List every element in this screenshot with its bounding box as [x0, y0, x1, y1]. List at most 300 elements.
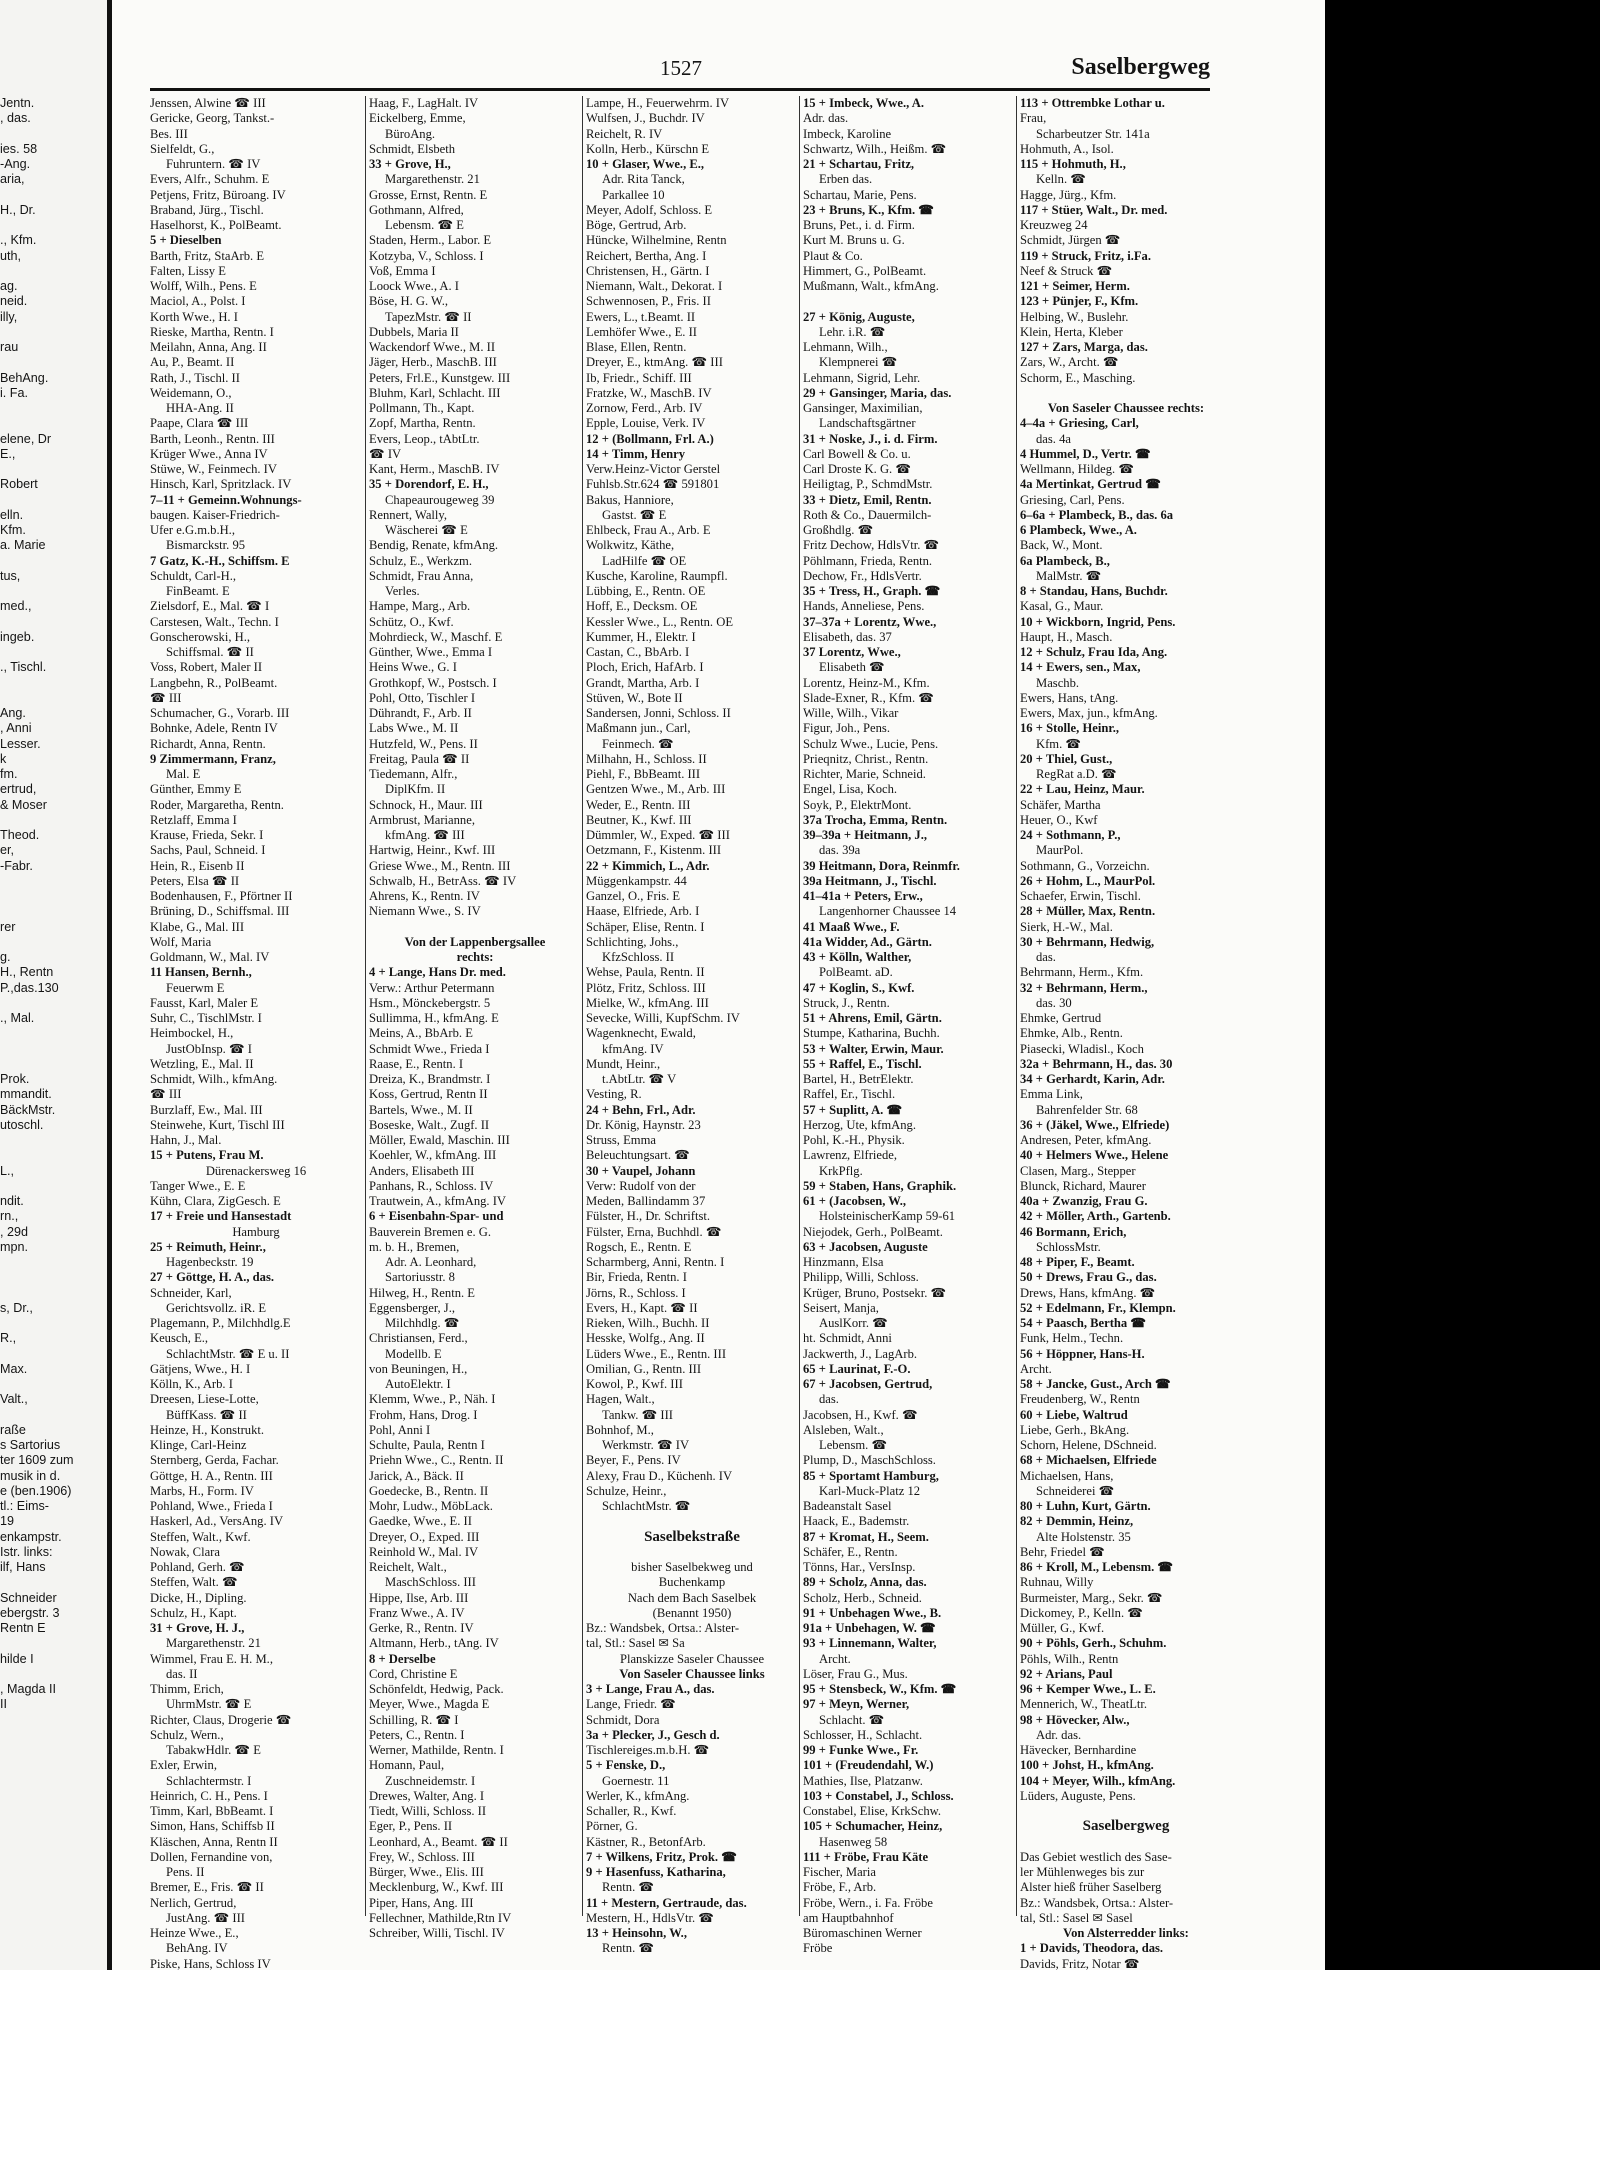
directory-line: Schäper, Elise, Rentn. I	[586, 919, 705, 934]
directory-line: Gothmann, Alfred,	[369, 202, 464, 217]
directory-line: 37a Trocha, Emma, Rentn.	[803, 812, 948, 827]
directory-line: SchlachtMstr. ☎ E u. II	[166, 1346, 290, 1361]
directory-line: Haase, Elfriede, Arb. I	[586, 904, 700, 919]
directory-line: 56 + Höppner, Hans-H.	[1020, 1346, 1145, 1361]
directory-line: Hohmuth, A., Isol.	[1020, 141, 1114, 156]
directory-line: 117 + Stüer, Walt., Dr. med.	[1020, 202, 1168, 217]
directory-line: 30 + Behrmann, Hedwig,	[1020, 934, 1155, 949]
directory-line: 24 + Behn, Frl., Adr.	[586, 1102, 696, 1117]
directory-line: Piske, Hans, Schloss IV	[150, 1956, 271, 1971]
directory-line: Mennerich, W., TheatLtr.	[1020, 1697, 1148, 1712]
directory-line: Jarick, A., Bäck. II	[369, 1468, 464, 1483]
previous-page-fragment	[0, 1057, 100, 1072]
directory-line: 5 + Dieselben	[150, 233, 222, 248]
directory-line: Mielke, W., kfmAng. III	[586, 995, 709, 1010]
directory-line: Bohnhof, M.,	[586, 1422, 654, 1437]
directory-line: Verw.Heinz-Victor Gerstel	[586, 462, 721, 476]
directory-line: Saselbekstraße	[644, 1528, 740, 1545]
directory-line: Blunck, Richard, Maurer	[1020, 1178, 1146, 1193]
directory-line: Dubbels, Maria II	[369, 324, 459, 339]
directory-line: Struck, J., Rentn.	[803, 995, 890, 1010]
previous-page-fragment: s, Dr.,	[0, 1300, 33, 1315]
directory-line: Niemann, Walt., Dekorat. I	[586, 279, 723, 293]
directory-line: Bir, Frieda, Rentn. I	[586, 1270, 687, 1285]
directory-line: Meyer, Adolf, Schloss. E	[586, 202, 713, 217]
directory-line: Bartel, H., BetrElektr.	[803, 1072, 914, 1086]
previous-page-fragment	[0, 691, 100, 706]
directory-line: Alster hieß früher Saselberg	[1020, 1880, 1162, 1895]
directory-line: Nowak, Clara	[150, 1544, 220, 1559]
directory-line: 39 Heitmann, Dora, Reinmfr.	[803, 858, 960, 873]
directory-line: Sierk, H.-W., Mal.	[1020, 919, 1113, 934]
column-3	[586, 96, 798, 1956]
directory-line: 29 + Gansinger, Maria, das.	[803, 385, 952, 400]
directory-line: 7–11 + Gemeinn.Wohnungs-	[150, 492, 302, 507]
binding-gutter	[107, 0, 112, 1970]
directory-line: Müggenkampstr. 44	[586, 873, 687, 888]
directory-line: Hagge, Jürg., Kfm.	[1020, 187, 1117, 202]
directory-line: Brüning, D., Schiffsmal. III	[150, 904, 290, 919]
directory-line: Sartoriusstr. 8	[385, 1270, 455, 1285]
directory-line: BehAng. IV	[166, 1941, 228, 1956]
directory-line: Hutzfeld, W., Pens. II	[369, 736, 478, 751]
previous-page-fragment	[0, 874, 100, 889]
header-rule	[150, 88, 1210, 91]
directory-line: Grandt, Martha, Arb. I	[586, 675, 700, 690]
directory-line: Von der Lappenbergsallee	[404, 934, 546, 949]
previous-page-fragment: med.,	[0, 599, 32, 614]
directory-line: Klemm, Wwe., P., Näh. I	[369, 1392, 496, 1407]
directory-line: Behrmann, Herm., Kfm.	[1020, 965, 1144, 980]
directory-line: Peters, Frl.E., Kunstgew. III	[369, 370, 511, 385]
directory-line: Hippe, Ilse, Arb. III	[369, 1590, 469, 1605]
directory-line: Blase, Ellen, Rentn.	[586, 340, 687, 354]
directory-line: Schiffsmal. ☎ II	[166, 645, 254, 659]
directory-line: Hinsch, Karl, Spritzlack. IV	[150, 477, 292, 492]
directory-line: Herzog, Ute, kfmAng.	[803, 1117, 916, 1132]
directory-line: Müller, G., Kwf.	[1020, 1621, 1105, 1635]
directory-line: Richter, Marie, Schneid.	[803, 767, 926, 781]
directory-line: HolsteinischerKamp 59-61	[819, 1209, 956, 1224]
directory-line: 27 + Göttge, H. A., das.	[150, 1270, 275, 1285]
directory-line: Tanger Wwe., E. E	[150, 1178, 246, 1193]
directory-line: 91 + Unbehagen Wwe., B.	[803, 1605, 942, 1620]
directory-line: 12 + (Bollmann, Frl. A.)	[586, 431, 714, 446]
previous-page-fragment: Jentn.	[0, 96, 35, 110]
directory-line: Gätjens, Wwe., H. I	[150, 1361, 251, 1376]
directory-line	[1020, 1804, 1232, 1819]
directory-line: 8 + Standau, Hans, Buchdr.	[1020, 584, 1168, 598]
directory-line: Hüncke, Wilhelmine, Rentn	[586, 233, 727, 248]
directory-line: Nerlich, Gertrud,	[150, 1895, 237, 1910]
directory-line: Behr, Friedel ☎	[1020, 1544, 1105, 1559]
directory-line: Fröbe, F., Arb.	[803, 1880, 877, 1895]
previous-page-fragment: Istr. links:	[0, 1544, 53, 1559]
directory-line: 92 + Arians, Paul	[1020, 1666, 1113, 1681]
directory-line: Göttge, H. A., Rentn. III	[150, 1468, 273, 1483]
directory-line: 23 + Bruns, K., Kfm. ☎	[803, 202, 934, 217]
directory-line: Staden, Herm., Labor. E	[369, 233, 492, 248]
directory-line: Back, W., Mont.	[1020, 538, 1103, 553]
directory-line: Ufer e.G.m.b.H.,	[150, 523, 235, 537]
directory-line: Haack, E., Bademstr.	[803, 1514, 910, 1529]
directory-line: Burmeister, Marg., Sekr. ☎	[1020, 1590, 1163, 1605]
directory-line: Schulz, E., Werkzm.	[369, 553, 472, 568]
directory-line: Franz Wwe., A. IV	[369, 1605, 465, 1620]
directory-line: Koehler, W., kfmAng. III	[369, 1148, 497, 1163]
directory-line: 16 + Stolle, Heinr.,	[1020, 721, 1120, 736]
previous-page-fragment: ag.	[0, 279, 18, 293]
directory-line: Roder, Margaretha, Rentn.	[150, 797, 284, 812]
directory-line: SchlachtMstr. ☎	[602, 1499, 691, 1513]
directory-line: 6 Plambeck, Wwe., A.	[1020, 523, 1137, 537]
directory-line: 4a Mertinkat, Gertrud ☎	[1020, 477, 1161, 492]
directory-line: Bismarckstr. 95	[166, 538, 246, 553]
directory-line: Seisert, Manja,	[803, 1300, 879, 1315]
previous-page-fragment	[0, 264, 100, 279]
previous-page-fragment	[0, 127, 100, 142]
directory-line: Großhdlg. ☎	[803, 523, 874, 537]
previous-page-fragment: er,	[0, 843, 15, 858]
directory-line: Mundt, Heinr.,	[586, 1056, 661, 1071]
previous-page-fragment: ertrud,	[0, 782, 37, 797]
directory-line: Hinzmann, Elsa	[803, 1255, 884, 1269]
directory-line: SchlossMstr.	[1036, 1239, 1101, 1254]
directory-line: Schmidt, Frau Anna,	[369, 568, 474, 583]
previous-page-fragment: E.,	[0, 446, 16, 461]
directory-line: Schuldt, Carl-H.,	[150, 568, 237, 583]
directory-line: 90 + Pöhls, Gerh., Schuhm.	[1020, 1636, 1167, 1651]
directory-line: Vesting, R.	[586, 1087, 642, 1102]
directory-line: Lebensm. ☎	[819, 1438, 888, 1452]
previous-page-fragment	[0, 813, 100, 828]
directory-line: Bauverein Bremen e. G.	[369, 1224, 492, 1239]
directory-line: Liebe, Gerh., BkAng.	[1020, 1422, 1130, 1437]
directory-line: 1 + Davids, Theodora, das.	[1020, 1941, 1164, 1956]
directory-line: Dicke, H., Dipling.	[150, 1590, 247, 1605]
previous-page-fragment	[0, 676, 100, 691]
previous-page-fragment: ndit.	[0, 1194, 24, 1208]
directory-line: Sevecke, Willi, KupfSchm. IV	[586, 1011, 740, 1025]
directory-line: Haselhorst, K., PolBeamt.	[150, 218, 282, 232]
directory-line: Wagenknecht, Ewald,	[586, 1026, 696, 1041]
directory-line: Steinwehe, Kurt, Tischl III	[150, 1117, 285, 1132]
previous-page-fragment: s Sartorius	[0, 1438, 61, 1452]
directory-line: Roth & Co., Dauermilch-	[803, 507, 932, 522]
previous-page-fragment: Lesser.	[0, 736, 41, 751]
directory-line: 86 + Kroll, M., Lebensm. ☎	[1020, 1560, 1174, 1574]
previous-page-fragment	[0, 904, 100, 919]
previous-page-fragment: -Ang.	[0, 157, 31, 171]
directory-line: 35 + Tress, H., Graph. ☎	[803, 584, 941, 598]
directory-line: Ewers, Hans, tAng.	[1020, 690, 1119, 705]
directory-line: Davids, Fritz, Notar ☎	[1020, 1956, 1140, 1971]
directory-line: Fröbe	[803, 1941, 833, 1956]
directory-line: Klein, Herta, Kleber	[1020, 324, 1123, 339]
directory-line: 85 + Sportamt Hamburg,	[803, 1468, 939, 1483]
previous-page-fragment	[0, 1286, 100, 1301]
directory-line: Saselbergweg	[1082, 1818, 1170, 1835]
directory-line: 103 + Constabel, J., Schloss.	[803, 1788, 954, 1803]
directory-line: Bohnke, Adele, Rentn IV	[150, 721, 278, 736]
directory-line: 14 + Timm, Henry	[586, 446, 686, 461]
directory-line: 9 + Hasenfuss, Katharina,	[586, 1865, 726, 1879]
directory-line: MaschSchloss. III	[385, 1575, 476, 1590]
previous-page-fragment	[0, 889, 100, 904]
directory-line: PolBeamt. aD.	[819, 965, 893, 980]
previous-page-fragment: Max.	[0, 1361, 28, 1376]
directory-line: Sandersen, Jonni, Schloss. II	[586, 706, 731, 720]
directory-line: Kummer, H., Elektr. I	[586, 629, 696, 644]
directory-line: Fausst, Karl, Maler E	[150, 995, 259, 1010]
directory-line: Archt.	[819, 1651, 851, 1666]
directory-line: Bendig, Renate, kfmAng.	[369, 538, 499, 553]
directory-line: Kusche, Karoline, Raumpfl.	[586, 568, 728, 583]
directory-line: Alte Holstenstr. 35	[1036, 1529, 1131, 1544]
directory-line: 22 + Kimmich, L., Adr.	[586, 858, 710, 873]
directory-line	[586, 1545, 798, 1560]
directory-line: Constabel, Elise, KrkSchw.	[803, 1804, 942, 1818]
directory-line: 51 + Ahrens, Emil, Gärtn.	[803, 1011, 942, 1025]
directory-line: Pohl, Anni I	[369, 1422, 431, 1437]
directory-line: Jäger, Herb., MaschB. III	[369, 355, 497, 370]
previous-page-fragment: illy,	[0, 309, 18, 324]
directory-line: 113 + Ottrembke Lothar u.	[1020, 96, 1165, 110]
directory-line: 14 + Ewers, sen., Max,	[1020, 660, 1141, 675]
directory-line: Emma Link,	[1020, 1087, 1083, 1102]
directory-line: 99 + Funke Wwe., Fr.	[803, 1743, 919, 1757]
previous-page-fragment: Schneider	[0, 1590, 57, 1605]
directory-line: 46 Bormann, Erich,	[1020, 1224, 1127, 1239]
previous-page-fragment: ies. 58	[0, 141, 38, 156]
directory-line: ler Mühlenweges bis zur	[1020, 1865, 1145, 1879]
directory-line: Pohl, Otto, Tischler I	[369, 690, 476, 705]
directory-line: BüffKass. ☎ II	[166, 1407, 247, 1422]
directory-line: Haag, F., LagHalt. IV	[369, 96, 479, 110]
directory-line: Stüwe, W., Feinmech. IV	[150, 462, 277, 476]
directory-line: ☎ IV	[369, 446, 402, 461]
directory-line: Bluhm, Karl, Schlacht. III	[369, 385, 501, 400]
directory-line: Labs Wwe., M. II	[369, 721, 459, 736]
previous-page-fragment	[0, 645, 100, 660]
directory-line: Retzlaff, Emma I	[150, 812, 237, 827]
directory-line: Plötz, Fritz, Schloss. III	[586, 980, 706, 995]
previous-page-fragment: rn.,	[0, 1209, 19, 1224]
directory-line: Buchenkamp	[658, 1575, 726, 1590]
directory-line: 65 + Laurinat, F.-O.	[803, 1361, 911, 1376]
previous-page-fragment: ., Mal.	[0, 1011, 35, 1025]
column-divider	[799, 96, 800, 1916]
directory-line: Hands, Anneliese, Pens.	[803, 599, 925, 614]
directory-line: 31 + Grove, H. J.,	[150, 1621, 245, 1635]
directory-line: Schaller, R., Kwf.	[586, 1804, 677, 1818]
directory-line: Himmert, G., PolBeamt.	[803, 263, 927, 278]
previous-page-fragment: Theod.	[0, 828, 40, 842]
directory-line: Wellmann, Hildeg. ☎	[1020, 462, 1135, 476]
directory-line: Bodenhausen, F., Pförtner II	[150, 889, 293, 903]
directory-line: Rentn. ☎	[602, 1941, 655, 1956]
directory-line: 15 + Imbeck, Wwe., A.	[803, 96, 924, 110]
directory-line: Lemhöfer Wwe., E. II	[586, 324, 697, 339]
directory-line: Hävecker, Bernhardine	[1020, 1743, 1137, 1757]
directory-line: Schmidt, Dora	[586, 1712, 660, 1727]
directory-line: Badeanstalt Sasel	[803, 1499, 892, 1513]
directory-line: 111 + Fröbe, Frau Käte	[803, 1849, 929, 1864]
directory-line: Barth, Fritz, StaArb. E	[150, 248, 265, 263]
directory-line: Werner, Mathilde, Rentn. I	[369, 1743, 504, 1757]
directory-line: Elisabeth ☎	[819, 660, 885, 675]
directory-line: TabakwHdlr. ☎ E	[166, 1743, 261, 1757]
directory-line: 39a Heitmann, J., Tischl.	[803, 873, 937, 888]
directory-line: Zornow, Ferd., Arb. IV	[586, 401, 703, 415]
directory-line: Grothkopf, W., Postsch. I	[369, 675, 497, 690]
directory-line: Planskizze Saseler Chaussee	[619, 1651, 765, 1666]
directory-line: 31 + Noske, J., i. d. Firm.	[803, 431, 938, 446]
directory-line: Goldmann, W., Mal. IV	[150, 950, 270, 964]
directory-line: Wehse, Paula, Rentn. II	[586, 965, 705, 980]
directory-line: Margarethenstr. 21	[385, 172, 480, 187]
previous-page-fragment	[0, 1347, 100, 1362]
directory-line: Landschaftsgärtner	[819, 416, 916, 431]
directory-line: 95 + Stensbeck, W., Kfm. ☎	[803, 1682, 957, 1696]
directory-line: Schnock, H., Maur. III	[369, 797, 483, 812]
previous-page-fragment: & Moser	[0, 797, 47, 812]
directory-line: Lampe, H., Feuerwehrm. IV	[586, 96, 730, 110]
previous-page-fragment: P.,das.130	[0, 980, 59, 995]
previous-page-fragment: ebergstr. 3	[0, 1605, 60, 1620]
directory-line: Meden, Ballindamm 37	[586, 1194, 706, 1208]
column-divider	[1016, 96, 1017, 1916]
directory-line: Sachs, Paul, Schneid. I	[150, 843, 266, 858]
directory-line: Weidemann, O.,	[150, 385, 232, 400]
previous-page-fragment: Ang.	[0, 706, 26, 720]
directory-line: Grosse, Ernst, Rentn. E	[369, 187, 488, 202]
directory-line: Simon, Hans, Schiffsb II	[150, 1819, 275, 1834]
directory-line: Fuhlsb.Str.624 ☎ 591801	[586, 477, 720, 492]
directory-line: 96 + Kemper Wwe., L. E.	[1020, 1682, 1156, 1696]
directory-line: Schlachtermstr. I	[166, 1773, 252, 1788]
previous-page-fragment: neid.	[0, 294, 28, 309]
directory-line: Bz.: Wandsbek, Ortsa.: Alster-	[586, 1621, 740, 1635]
directory-line: 105 + Schumacher, Heinz,	[803, 1819, 943, 1834]
directory-line: Castan, C., BbArb. I	[586, 645, 690, 659]
directory-line: Fuhruntern. ☎ IV	[166, 157, 261, 171]
directory-line: m. b. H., Bremen,	[369, 1239, 460, 1254]
directory-line: Schreiber, Willi, Tischl. IV	[369, 1926, 505, 1940]
directory-line: Thimm, Erich,	[150, 1682, 224, 1696]
directory-line: 25 + Reimuth, Heinr.,	[150, 1239, 266, 1254]
directory-line: Zars, W., Archt. ☎	[1020, 355, 1119, 370]
directory-line: Feuerwm E	[166, 980, 225, 995]
directory-line: Prieqnitz, Christ., Rentn.	[803, 751, 929, 766]
directory-line: Dollen, Fernandine von,	[150, 1849, 273, 1864]
directory-line: Christensen, H., Gärtn. I	[586, 263, 710, 278]
directory-line: kfmAng. IV	[602, 1041, 664, 1056]
directory-line: 61 + (Jacobsen, W.,	[803, 1194, 907, 1208]
directory-line: Schönfeldt, Hedwig, Pack.	[369, 1682, 504, 1696]
directory-line: das. II	[166, 1666, 198, 1681]
directory-line: von Beuningen, H.,	[369, 1361, 468, 1376]
directory-line: 101 + (Freudendahl, W.)	[803, 1758, 934, 1773]
directory-line: Parkallee 10	[602, 187, 665, 202]
directory-line: Voß, Emma I	[369, 263, 436, 278]
directory-line: 12 + Schulz, Frau Ida, Ang.	[1020, 645, 1168, 659]
directory-line: 55 + Raffel, E., Tischl.	[803, 1056, 922, 1071]
directory-line: das. 30	[1036, 995, 1072, 1010]
directory-line: Mohrdieck, W., Maschf. E	[369, 629, 503, 644]
directory-line: Clasen, Marg., Stepper	[1020, 1163, 1136, 1178]
directory-line	[803, 294, 1015, 309]
directory-line: Jenssen, Alwine ☎ III	[150, 96, 266, 110]
directory-line: 63 + Jacobsen, Auguste	[803, 1239, 928, 1254]
directory-line: Gansinger, Maximilian,	[803, 401, 923, 415]
directory-line: Jackwerth, J., LagArb.	[803, 1346, 918, 1361]
directory-line: Verles.	[385, 584, 420, 598]
directory-line: Adr. Rita Tanck,	[602, 172, 685, 187]
directory-line: Richardt, Anna, Rentn.	[150, 736, 266, 751]
previous-page-fragment: e (ben.1906)	[0, 1483, 72, 1498]
directory-line: bisher Saselbekweg und	[631, 1560, 753, 1574]
previous-page-fragment: II	[0, 1697, 7, 1712]
directory-line: JustObInsp. ☎ I	[166, 1041, 253, 1056]
directory-line: Priehn Wwe., C., Rentn. II	[369, 1453, 504, 1468]
directory-line: BüroAng.	[385, 126, 436, 141]
directory-line: 41 Maaß Wwe., F.	[803, 919, 900, 934]
directory-line: Wille, Wilh., Vikar	[803, 706, 899, 720]
column-2	[369, 96, 581, 1946]
directory-line: Steffen, Walt., Kwf.	[150, 1529, 251, 1544]
directory-line: Drewes, Walter, Ang. I	[369, 1788, 485, 1803]
directory-line: 6a Plambeck, B.,	[1020, 553, 1110, 568]
directory-line: Schulz Wwe., Lucie, Pens.	[803, 736, 939, 751]
directory-line: 100 + Johst, H., kfmAng.	[1020, 1758, 1154, 1773]
directory-line: Pens. II	[166, 1865, 205, 1879]
previous-page-fragment: musik in d.	[0, 1468, 61, 1483]
directory-line: Das Gebiet westlich des Sase-	[1020, 1849, 1172, 1864]
directory-line: (Benannt 1950)	[652, 1605, 732, 1620]
directory-line: 93 + Linnemann, Walter,	[803, 1636, 937, 1651]
directory-line: Kfm. ☎	[1036, 736, 1082, 751]
directory-line: 53 + Walter, Erwin, Maur.	[803, 1041, 944, 1056]
previous-page-fragment: H., Dr.	[0, 202, 36, 217]
page-header	[140, 46, 1210, 86]
directory-line: Modellb. E	[385, 1346, 442, 1361]
previous-page-fragment: enkampstr.	[0, 1529, 62, 1544]
directory-line: Schneiderei ☎	[1036, 1483, 1115, 1498]
directory-line: Wolff, Wilh., Pens. E	[150, 279, 257, 293]
directory-line: Kühn, Clara, ZigGesch. E	[150, 1194, 281, 1208]
directory-line: das. 39a	[819, 843, 861, 858]
directory-line: Hilweg, H., Rentn. E	[369, 1285, 475, 1300]
previous-page-fragment	[0, 1270, 100, 1285]
directory-line: Klabe, G., Mal. III	[150, 919, 245, 934]
scan-border-right	[1325, 0, 1600, 1970]
directory-line: 7 + Wilkens, Fritz, Prok. ☎	[586, 1849, 737, 1864]
directory-line: 11 Hansen, Bernh.,	[150, 965, 252, 980]
directory-line: Marbs, H., Form. IV	[150, 1483, 254, 1498]
directory-line: Schmidt, Elsbeth	[369, 141, 456, 156]
directory-line: Feinmech. ☎	[602, 736, 674, 751]
previous-page-fragment	[0, 1636, 100, 1651]
directory-line: 35 + Dorendorf, E. H.,	[369, 477, 489, 492]
previous-page-fragment: hilde I	[0, 1651, 34, 1666]
directory-line: Pohland, Wwe., Frieda I	[150, 1499, 273, 1513]
directory-line: Homann, Paul,	[369, 1758, 445, 1773]
directory-line: Heinrich, C. H., Pens. I	[150, 1788, 268, 1803]
directory-line: Sielfeldt, G.,	[150, 141, 215, 156]
directory-line	[586, 1514, 798, 1529]
directory-line: 40 + Helmers Wwe., Helene	[1020, 1148, 1169, 1163]
